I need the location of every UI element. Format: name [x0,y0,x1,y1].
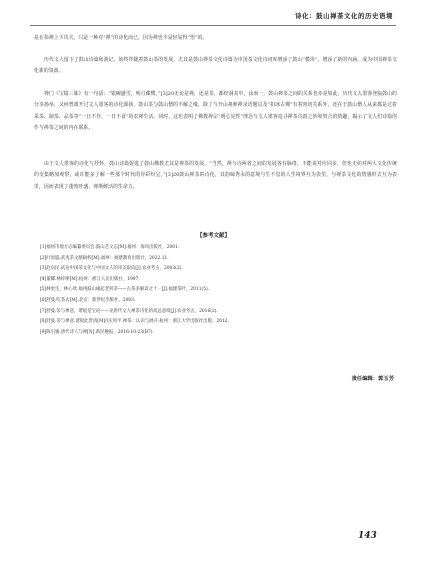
reference-item: [9]陈引驰.唐代诗人与禅[N].新民晚报，2016-10-23(B7). [40,329,154,335]
reference-item: [6]舒曼.吃茶去[M].北京：新世纪出版社，2003. [40,297,136,303]
responsible-editor: 责任编辑：郭玉芳 [351,376,394,382]
reference-item: [4]董卿.林梓律[M].杭州：浙江人民出版社，1997. [40,276,140,282]
reference-item: [1]福州市地方志编纂委员会.鼓山艺文志[M].福州：海风出版社，2001. [40,245,180,250]
paragraph-3: 禅门《宝镜三昧》有一句话：“银碗盛雪，明月藏鹭。”[3]20无论是禅，还是茶，都经洞其中，涂而一，鼓山禅茶之间的关系也亦是如此。历代文人墨客登临鼓山的分享扬举，又何曾离开过文人墨客的诗化颂扬，鼓山茶与鼓山僧的不解之缘，除了与开山祖师禅录语题以及“扣冰古佛”有着密切关系外，还在于鼓山僧人从来都是过着采茶、制茶、品茶等“一日不作，一日不食”的农禅生活。同时，这也表明了佛教禅宗“明心见性”理念与文人墨客追寻禅茶诗韵之妙境契合的情趣，揭示了文人们诗篇创作与禅茶之间的内在联系。 [34,91,397,132]
paragraph-1: 是在参禅上下功夫，只是一种对“禅”的诗化而已，因为禅也不是轻易得“悟”的。 [34,35,208,41]
running-header-title: 诗化：鼓山禅茶文化的历史语境 [295,12,393,20]
reference-item: [5]林更生，林心欣.福州鼓山缘起老何茶——古茶多解读之十一[J].福建茶叶，2011(5). [40,287,210,293]
page-number: 143 [358,531,377,541]
header-divider [30,25,396,26]
reference-item: [2]叶国盛.武夷茶文献辑校[M].福州：福建教育出版社，2022.11. [40,255,169,261]
reference-item: [3]赵向民.试论中国茶文化与中国文人的审美取向[J].农业考古，2003(2). [40,266,183,272]
paragraph-2: 历代文人留下了鼓山诗篇和游记，始终伴随着鼓山茶的发展，尤其是鼓山禅茶文化诗篇为中国茶文化诗词库增添了鼓山“模块”，增添了新的内涵，成为中国禅茶文化新的资源。 [34,57,397,75]
reference-item: [8]舒曼.茶与禅意.诸般此皆清[M]//庆到平.禅茶：认识与展开.杭州：浙江大学出版社出版，2012. [40,319,229,325]
reference-item: [7]舒曼.茶与禅意，诸般是宝论——论唐代文人禅茶诗化的高远意境[J].农业考古，2016(2). [40,308,218,314]
paragraph-4: 由于文人墨客的诗化与抒怀，鼓山诗篇促进了鼓山佛教尤其是禅茶的发展。“当然，禅与诗两者之间的发展各有脉络，不能说对应同步，但也无妨对两大文化传统的交集略加观察，或许能多了解一些那个时代的异彩纷呈。”[3]20鼓山禅茶的诗化，其韵味秀永的意境与生不息的人生境界互为表里，与禅茶文化的情感形式互为表里，因而表现了蓬勃旺盛、弹斯鲜活的生命力。 [34,161,397,190]
references-list [40,243,390,338]
references-heading: 【参考文献】 [196,233,230,239]
